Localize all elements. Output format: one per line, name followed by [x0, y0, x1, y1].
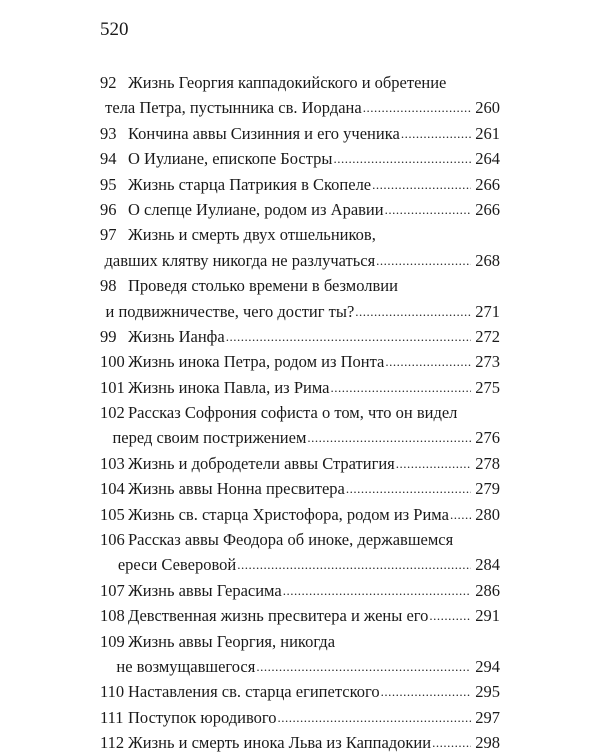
leader-dots [376, 247, 471, 273]
entry-title: ереси Северовой [117, 555, 237, 575]
entry-number: 97 [100, 225, 117, 245]
entry-title: Жизнь Георгия каппадокийского и обретение [128, 73, 447, 92]
toc-entry-line [100, 629, 500, 654]
entry-title: Жизнь аввы Нонна пресвитера [128, 479, 345, 499]
toc-entry-line [100, 502, 500, 527]
toc-entry-line [100, 172, 500, 197]
entry-title: Поступок юродивого [128, 707, 277, 727]
entry-title: Рассказ Софрония софиста о том, что он видел [128, 403, 458, 423]
toc-entry-line [100, 248, 500, 273]
toc-entry-line [100, 349, 500, 374]
toc-entry-line [100, 451, 500, 476]
toc-entry [100, 172, 500, 197]
entry-title: Проведя столько времени в безмолвии [128, 276, 398, 296]
toc-entry-line [100, 222, 500, 247]
entry-title: Жизнь и добродетели аввы Стратигия [128, 453, 395, 473]
entry-page-number: 294 [475, 656, 500, 676]
entry-number: 107 [100, 580, 125, 600]
toc-entry [100, 502, 500, 527]
toc-entry [100, 400, 500, 451]
entry-page-number: 279 [475, 479, 500, 499]
toc-entry [100, 197, 500, 222]
entry-title: Жизнь инока Петра, родом из Понта [128, 352, 385, 372]
leader-dots [355, 298, 471, 324]
leader-dots [334, 145, 472, 171]
leader-dots [432, 729, 471, 755]
toc-entry [100, 603, 500, 628]
entry-title: Жизнь и смерть инока Льва из Каппадокии [128, 733, 432, 753]
entry-page-number: 280 [475, 504, 500, 524]
entry-page-number: 272 [475, 326, 500, 346]
entry-title: Жизнь и смерть двух отшельников, [128, 225, 376, 245]
entry-page-number: 261 [475, 123, 500, 143]
entry-page-number: 268 [475, 250, 500, 270]
entry-page-number: 273 [475, 352, 500, 372]
entry-number: 93 [100, 123, 117, 143]
leader-dots [283, 577, 471, 603]
toc-entry [100, 705, 500, 730]
entry-title: тела Петра, пустынника св. Иордана [105, 98, 362, 118]
leader-dots [372, 171, 471, 197]
entry-title: Девственная жизнь пресвитера и жены его [128, 606, 429, 626]
entry-number: 104 [100, 479, 125, 499]
entry-number: 111 [100, 707, 124, 727]
toc-entry-line [100, 375, 500, 400]
entry-page-number: 291 [475, 606, 500, 626]
toc-entry-line [100, 70, 500, 95]
entry-title: О слепце Иулиане, родом из Аравии [128, 199, 384, 219]
leader-dots [381, 678, 471, 704]
entry-number: 102 [100, 403, 125, 423]
entry-number: 109 [100, 631, 125, 651]
entry-number: 105 [100, 504, 125, 524]
toc-entry [100, 324, 500, 349]
toc-entry-line [100, 400, 500, 425]
toc-entry-line [100, 299, 500, 324]
entry-title: Жизнь аввы Герасима [128, 580, 282, 600]
toc-entry-line [100, 527, 500, 552]
entry-title: Кончина аввы Сизинния и его ученика [128, 123, 400, 143]
leader-dots [450, 501, 471, 527]
entry-number: 101 [100, 377, 125, 397]
entry-title: и подвижничестве, чего достиг ты? [105, 301, 355, 321]
entry-number: 112 [100, 733, 125, 753]
leader-dots [363, 94, 471, 120]
entry-page-number: 295 [475, 682, 500, 702]
toc-entry [100, 375, 500, 400]
leader-dots [226, 323, 471, 349]
entry-title: Жизнь аввы Георгия, никогда [128, 631, 336, 651]
entry-title: О Иулиане, епископе Бостры [128, 149, 333, 169]
entry-page-number: 286 [475, 580, 500, 600]
entry-title: давших клятву никогда не разлучаться [104, 250, 376, 270]
entry-page-number: 264 [475, 149, 500, 169]
leader-dots [346, 475, 471, 501]
leader-dots [429, 602, 471, 628]
entry-number: 100 [100, 352, 125, 372]
leader-dots [256, 653, 471, 679]
toc-entry [100, 349, 500, 374]
toc-entry-line [100, 476, 500, 501]
entry-number: 94 [100, 149, 117, 169]
entry-number: 98 [100, 276, 117, 296]
entry-page-number: 297 [475, 707, 500, 727]
leader-dots [385, 348, 471, 374]
toc-entry-line [100, 425, 500, 450]
toc-entry-line [100, 679, 500, 704]
toc-entry-line [100, 578, 500, 603]
entry-title: перед своим пострижением [112, 428, 307, 448]
entry-number: 110 [100, 682, 125, 702]
entry-page-number: 298 [475, 733, 500, 753]
entry-page-number: 266 [475, 199, 500, 219]
toc-entry-line [100, 95, 500, 120]
toc-entry-line [100, 603, 500, 628]
entry-title: Жизнь старца Патрикия в Скопеле [128, 174, 372, 194]
leader-dots [237, 551, 471, 577]
toc-entry [100, 527, 500, 578]
entry-page-number: 275 [475, 377, 500, 397]
entry-number: 106 [100, 530, 125, 550]
toc-entry-line [100, 324, 500, 349]
entry-page-number: 260 [475, 98, 500, 118]
page-number: 520 [100, 19, 129, 40]
toc-entry [100, 476, 500, 501]
entry-title: Рассказ аввы Феодора об иноке, державшемся [128, 530, 454, 550]
entry-page-number: 276 [475, 428, 500, 448]
entry-title: Жизнь инока Павла, из Рима [128, 377, 330, 397]
toc-entry [100, 273, 500, 324]
entry-page-number: 278 [475, 453, 500, 473]
toc-entry-line [100, 121, 500, 146]
toc-entry [100, 222, 500, 273]
toc-entry [100, 730, 500, 755]
toc-entry [100, 629, 500, 680]
entry-title: не возмущавшегося [116, 656, 256, 676]
toc-entry [100, 578, 500, 603]
entry-page-number: 284 [475, 555, 500, 575]
toc-entry-line [100, 273, 500, 298]
leader-dots [385, 196, 471, 222]
toc-entry [100, 679, 500, 704]
toc-entry [100, 121, 500, 146]
leader-dots [401, 120, 471, 146]
entry-number: 92 [100, 73, 117, 92]
entry-title: Жизнь св. старца Христофора, родом из Рима [128, 504, 449, 524]
toc-entry [100, 146, 500, 171]
entry-title: Жизнь Ианфа [128, 326, 225, 346]
toc-entry-line [100, 197, 500, 222]
entry-title: Наставления св. старца египетского [128, 682, 380, 702]
toc-entry-line [100, 654, 500, 679]
entry-number: 95 [100, 174, 117, 194]
toc-entry-line [100, 730, 500, 755]
entry-page-number: 266 [475, 174, 500, 194]
toc-entry-line [100, 552, 500, 577]
entry-number: 96 [100, 199, 117, 219]
toc-entry-line [100, 705, 500, 730]
entry-number: 103 [100, 453, 125, 473]
entry-number: 108 [100, 606, 125, 626]
leader-dots [331, 374, 472, 400]
leader-dots [277, 704, 471, 730]
leader-dots [396, 450, 471, 476]
leader-dots [307, 424, 471, 450]
toc-entry-line [100, 146, 500, 171]
toc-entry [100, 70, 500, 121]
table-of-contents [100, 70, 500, 756]
toc-entry [100, 451, 500, 476]
entry-page-number: 271 [475, 301, 500, 321]
entry-number: 99 [100, 326, 117, 346]
